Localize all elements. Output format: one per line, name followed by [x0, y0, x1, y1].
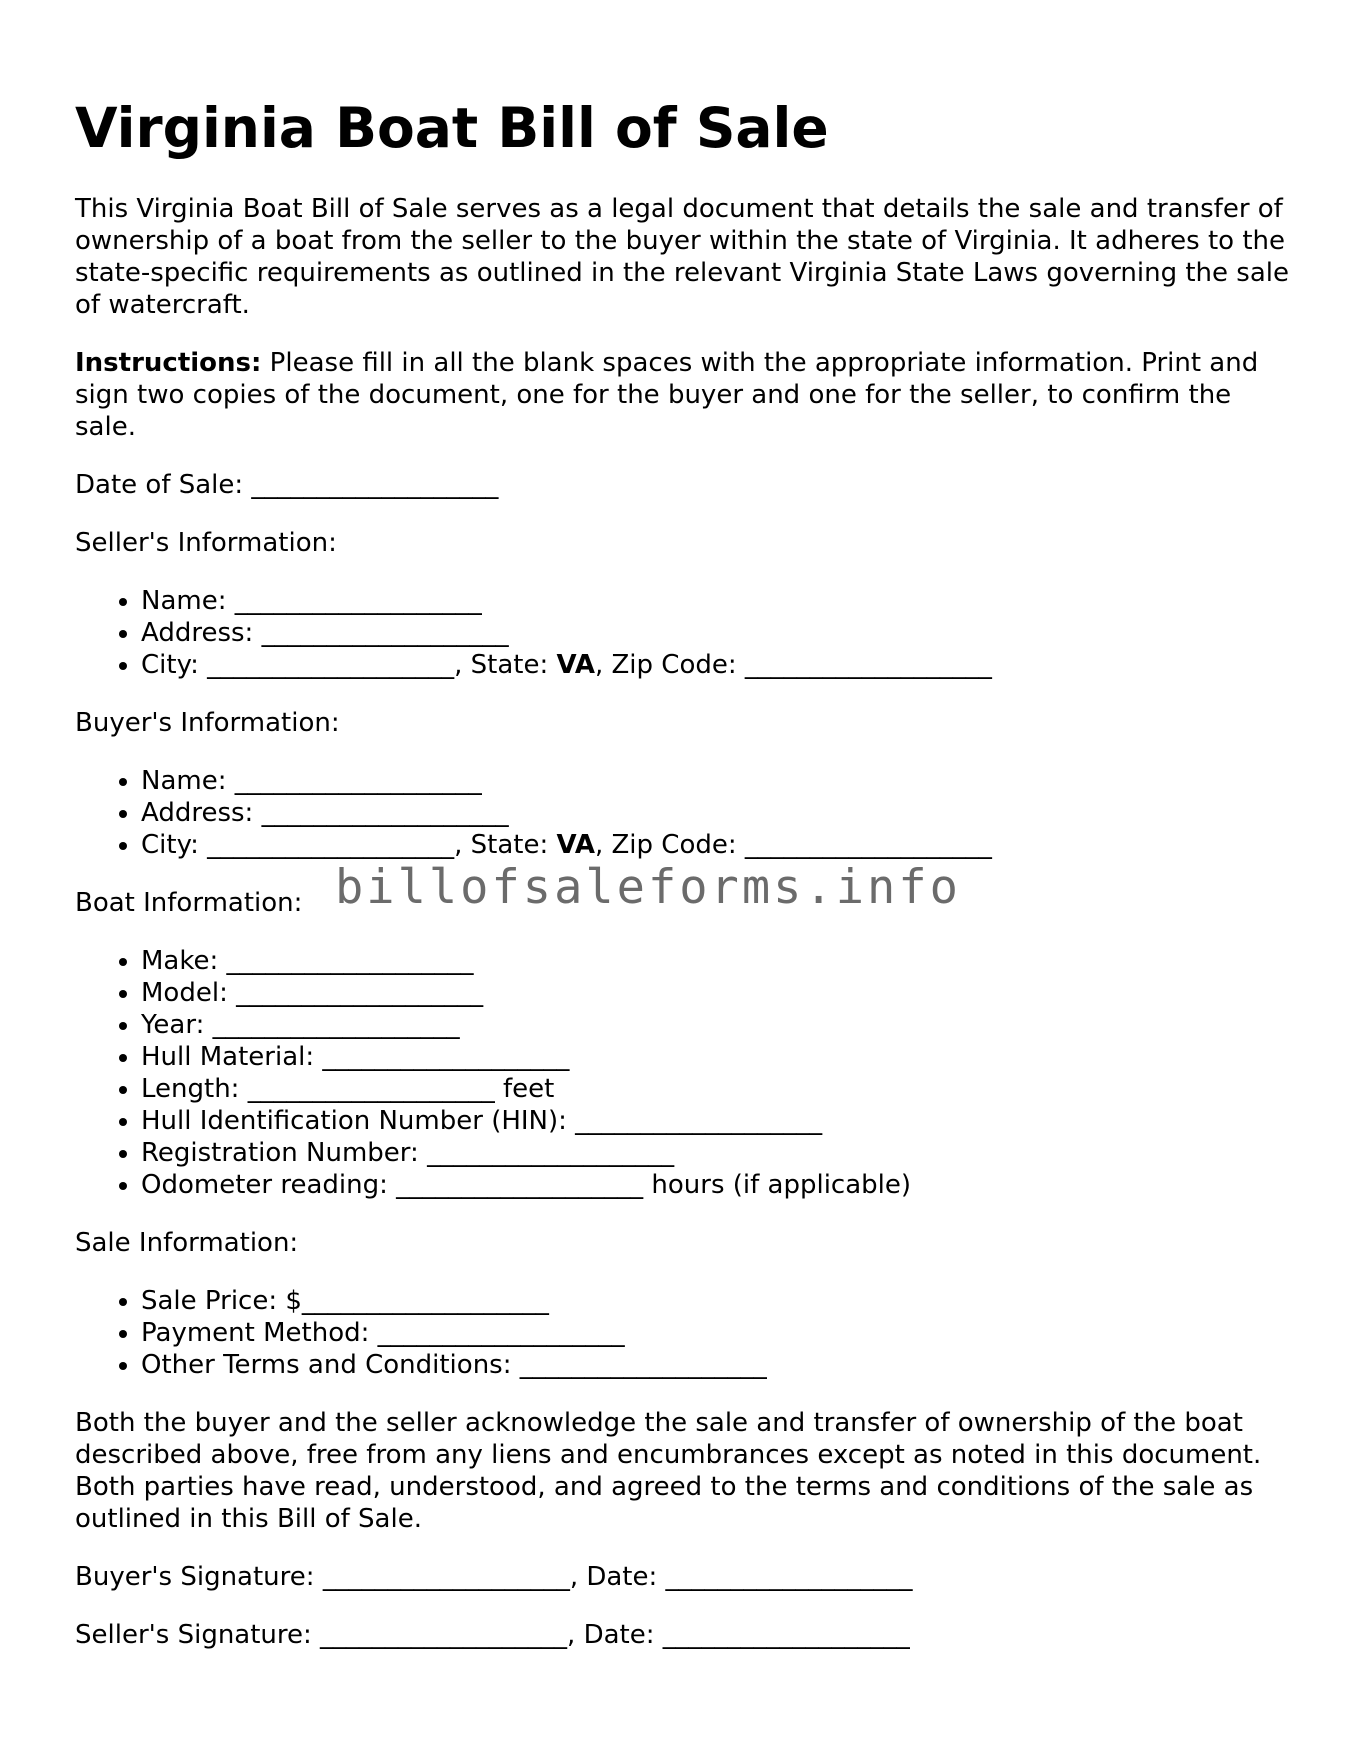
sale-price-item: [141, 1285, 1295, 1317]
sale-list: [75, 1285, 1295, 1381]
buyer-city-label: City:: [141, 830, 208, 860]
boat-make-item: [141, 945, 1295, 977]
buyer-address-blank[interactable]: ___________________: [261, 798, 509, 828]
sale-payment-label: Payment Method:: [141, 1318, 378, 1348]
boat-length-blank[interactable]: ___________________: [247, 1074, 495, 1104]
boat-length-suffix: feet: [494, 1074, 555, 1104]
seller-city-blank[interactable]: ___________________: [207, 650, 455, 680]
seller-name-item: [141, 585, 1295, 617]
buyer-city-item: [141, 829, 1295, 861]
seller-address-item: [141, 617, 1295, 649]
buyer-address-label: Address:: [141, 798, 262, 828]
buyer-city-blank[interactable]: ___________________: [207, 830, 455, 860]
acknowledgment-paragraph: Both the buyer and the seller acknowledge the sale and transfer of ownership of the boat described above, free from any liens and encumbrances except as noted in this document. Both parties have read, understood, and agreed to the terms and conditions of the sale as outlined in this Bill of Sale.: [75, 1408, 1262, 1534]
boat-list: [75, 945, 1295, 1201]
boat-year-item: [141, 1009, 1295, 1041]
boat-model-item: [141, 977, 1295, 1009]
boat-make-label: Make:: [141, 946, 227, 976]
sale-price-label: Sale Price: $: [141, 1286, 302, 1316]
buyer-name-item: [141, 765, 1295, 797]
boat-registration-blank[interactable]: ___________________: [427, 1138, 675, 1168]
seller-name-label: Name:: [141, 586, 235, 616]
intro-paragraph: This Virginia Boat Bill of Sale serves as a legal document that details the sale and transfer of ownership of a boat from the seller to the buyer within the state of Virginia. It adheres to the state-specific requirements as outlined in the relevant Virginia State Laws governing the sale of watercraft.: [75, 194, 1289, 320]
boat-odometer-blank[interactable]: ___________________: [396, 1170, 644, 1200]
buyer-state-label: , State:: [454, 830, 557, 860]
buyer-address-item: [141, 797, 1295, 829]
buyer-name-label: Name:: [141, 766, 235, 796]
date-of-sale-label: Date of Sale:: [75, 470, 252, 500]
instructions-label: Instructions:: [75, 348, 262, 378]
buyer-heading: Buyer's Information:: [75, 708, 340, 738]
document-body: [75, 193, 1295, 1677]
sale-payment-blank[interactable]: ___________________: [377, 1318, 625, 1348]
instructions-paragraph: [75, 347, 1295, 443]
seller-city-label: City:: [141, 650, 208, 680]
instructions-text: Please fill in all the blank spaces with the appropriate information. Print and sign two copies of the document, one for the buyer and one for the seller, to confirm the sale.: [75, 348, 1259, 442]
buyer-signature-line: [75, 1561, 1295, 1593]
seller-signature-blank[interactable]: ___________________: [320, 1620, 568, 1650]
seller-address-label: Address:: [141, 618, 262, 648]
seller-state-value: VA: [556, 650, 595, 680]
buyer-name-blank[interactable]: ___________________: [234, 766, 482, 796]
buyer-zip-blank[interactable]: ___________________: [744, 830, 992, 860]
buyer-state-value: VA: [556, 830, 595, 860]
date-of-sale-line: [75, 469, 1295, 501]
buyer-zip-label: , Zip Code:: [594, 830, 745, 860]
date-of-sale-blank[interactable]: ___________________: [251, 470, 499, 500]
boat-hin-label: Hull Identification Number (HIN):: [141, 1106, 576, 1136]
boat-hin-item: [141, 1105, 1295, 1137]
sale-price-blank[interactable]: ___________________: [301, 1286, 549, 1316]
boat-length-item: [141, 1073, 1295, 1105]
boat-model-blank[interactable]: ___________________: [236, 978, 484, 1008]
buyer-signature-blank[interactable]: ___________________: [322, 1562, 570, 1592]
boat-odometer-suffix: hours (if applicable): [643, 1170, 912, 1200]
seller-date-blank[interactable]: ___________________: [662, 1620, 910, 1650]
sale-heading: Sale Information:: [75, 1228, 299, 1258]
seller-address-blank[interactable]: ___________________: [261, 618, 509, 648]
buyer-list: [75, 765, 1295, 861]
boat-hull-material-item: [141, 1041, 1295, 1073]
sale-terms-item: [141, 1349, 1295, 1381]
boat-odometer-item: [141, 1169, 1295, 1201]
boat-length-label: Length:: [141, 1074, 248, 1104]
boat-registration-item: [141, 1137, 1295, 1169]
boat-registration-label: Registration Number:: [141, 1138, 428, 1168]
seller-city-item: [141, 649, 1295, 681]
boat-hin-blank[interactable]: ___________________: [575, 1106, 823, 1136]
boat-year-blank[interactable]: ___________________: [212, 1010, 460, 1040]
watermark-text: billofsaleforms.info: [335, 860, 961, 915]
buyer-date-label: , Date:: [569, 1562, 666, 1592]
seller-list: [75, 585, 1295, 681]
seller-zip-blank[interactable]: ___________________: [744, 650, 992, 680]
seller-heading: Seller's Information:: [75, 528, 337, 558]
boat-make-blank[interactable]: ___________________: [226, 946, 474, 976]
sale-terms-blank[interactable]: ___________________: [519, 1350, 767, 1380]
buyer-signature-label: Buyer's Signature:: [75, 1562, 323, 1592]
buyer-date-blank[interactable]: ___________________: [665, 1562, 913, 1592]
boat-heading: Boat Information:: [75, 888, 303, 918]
seller-date-label: , Date:: [567, 1620, 663, 1650]
seller-signature-line: [75, 1619, 1295, 1651]
seller-state-label: , State:: [454, 650, 557, 680]
sale-payment-item: [141, 1317, 1295, 1349]
boat-hull-material-label: Hull Material:: [141, 1042, 323, 1072]
seller-zip-label: , Zip Code:: [594, 650, 745, 680]
boat-year-label: Year:: [141, 1010, 213, 1040]
page-title: Virginia Boat Bill of Sale: [75, 96, 829, 160]
boat-model-label: Model:: [141, 978, 237, 1008]
sale-terms-label: Other Terms and Conditions:: [141, 1350, 520, 1380]
seller-signature-label: Seller's Signature:: [75, 1620, 321, 1650]
boat-odometer-label: Odometer reading:: [141, 1170, 397, 1200]
boat-hull-material-blank[interactable]: ___________________: [322, 1042, 570, 1072]
seller-name-blank[interactable]: ___________________: [234, 586, 482, 616]
